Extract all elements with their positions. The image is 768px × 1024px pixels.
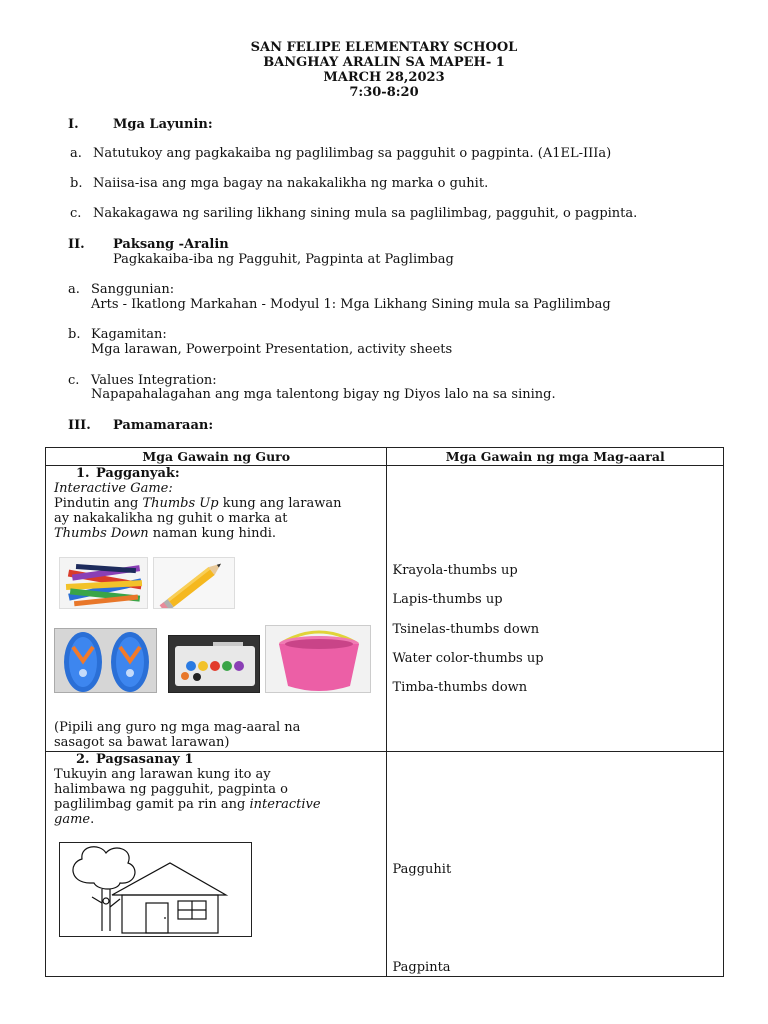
row2-heading: Pagsasanay 1 xyxy=(96,752,194,767)
row1-instruction-line1: Pindutin ang Thumbs Up kung ang larawan xyxy=(54,496,342,511)
crayons-image xyxy=(59,557,148,609)
row1-heading: Pagganyak: xyxy=(96,466,180,481)
table-header-row xyxy=(46,448,724,466)
plan-time: 7:30-8:20 xyxy=(349,85,419,100)
item-a-text: Arts - Ikatlong Markahan - Modyul 1: Mga Likhang Sining mula sa Paglilimbag xyxy=(91,297,611,312)
pencil-image xyxy=(153,557,235,609)
objective-c-letter: c. xyxy=(70,206,82,221)
row1-instruction-line2: ay nakakalikha ng guhit o marka at xyxy=(54,511,288,526)
row1-note-line2: sasagot sa bawat larawan) xyxy=(54,735,230,750)
objective-b: Naiisa-isa ang mga bagay na nakakalikha ng marka o guhit. xyxy=(93,176,489,191)
row2-number: 2. xyxy=(76,752,90,767)
school-name: SAN FELIPE ELEMENTARY SCHOOL xyxy=(250,40,518,55)
bucket-image xyxy=(265,625,371,693)
student-cell-1 xyxy=(387,466,724,752)
row1-note-line1: (Pipili ang guro ng mga mag-aaral na xyxy=(54,720,301,735)
row2-line1: Tukuyin ang larawan kung ito ay xyxy=(54,767,271,782)
section-2-title: Paksang -Aralin xyxy=(113,237,229,252)
row2-line2: halimbawa ng pagguhit, pagpinta o xyxy=(54,782,288,797)
row1-subheading: Interactive Game: xyxy=(54,481,173,496)
answer-3: Tsinelas-thumbs down xyxy=(392,622,540,637)
section-2-numeral: II. xyxy=(68,237,85,252)
plan-date: MARCH 28,2023 xyxy=(323,70,445,85)
item-c-text: Napapahalagahan ang mga talentong bigay ng Diyos lalo na sa sining. xyxy=(91,387,556,402)
row1-instruction-line3: Thumbs Down naman kung hindi. xyxy=(54,526,277,541)
slippers-image xyxy=(54,628,157,693)
objective-a-letter: a. xyxy=(70,146,82,161)
plan-title: BANGHAY ARALIN SA MAPEH- 1 xyxy=(263,55,505,70)
teacher-cell-1 xyxy=(46,466,387,752)
answer-1: Krayola-thumbs up xyxy=(392,563,518,578)
section-3-title: Pamamaraan: xyxy=(113,418,214,433)
teacher-cell-2 xyxy=(46,752,387,977)
answer-4: Water color-thumbs up xyxy=(392,651,544,666)
item-b-text: Mga larawan, Powerpoint Presentation, activity sheets xyxy=(91,342,453,357)
col-header-student: Mga Gawain ng mga Mag-aaral xyxy=(387,448,724,466)
item-b-label: Kagamitan: xyxy=(91,327,167,342)
item-a-label: Sanggunian: xyxy=(91,282,175,297)
answer-5: Timba-thumbs down xyxy=(392,680,528,695)
watercolor-image xyxy=(168,635,260,693)
section-3-numeral: III. xyxy=(68,418,91,433)
item-c-label: Values Integration: xyxy=(91,373,217,388)
row2-line4: game. xyxy=(54,812,95,827)
row2-line3: paglilimbag gamit pa rin ang interactive xyxy=(54,797,321,812)
student-cell-2 xyxy=(387,752,724,977)
table-row xyxy=(46,752,724,977)
row1-number: 1. xyxy=(76,466,90,481)
section-2-topic: Pagkakaiba-iba ng Pagguhit, Pagpinta at Paglimbag xyxy=(113,252,454,267)
answer-2: Lapis-thumbs up xyxy=(392,592,503,607)
objective-a: Natutukoy ang pagkakaiba ng paglilimbag sa pagguhit o pagpinta. (A1EL-IIIa) xyxy=(93,146,612,161)
section-1-numeral: I. xyxy=(68,117,79,132)
answer-pagpinta: Pagpinta xyxy=(392,960,451,975)
table-row xyxy=(46,466,724,752)
objective-c: Nakakagawa ng sariling likhang sining mula sa paglilimbag, pagguhit, o pagpinta. xyxy=(93,206,638,221)
objective-b-letter: b. xyxy=(70,176,83,191)
item-a-letter: a. xyxy=(68,282,80,297)
house-drawing-image xyxy=(59,842,252,937)
item-b-letter: b. xyxy=(68,327,81,342)
col-header-teacher: Mga Gawain ng Guro xyxy=(46,448,387,466)
item-c-letter: c. xyxy=(68,373,80,388)
answer-pagguhit: Pagguhit xyxy=(392,862,452,877)
procedure-table xyxy=(45,447,724,977)
section-1-title: Mga Layunin: xyxy=(113,117,213,132)
